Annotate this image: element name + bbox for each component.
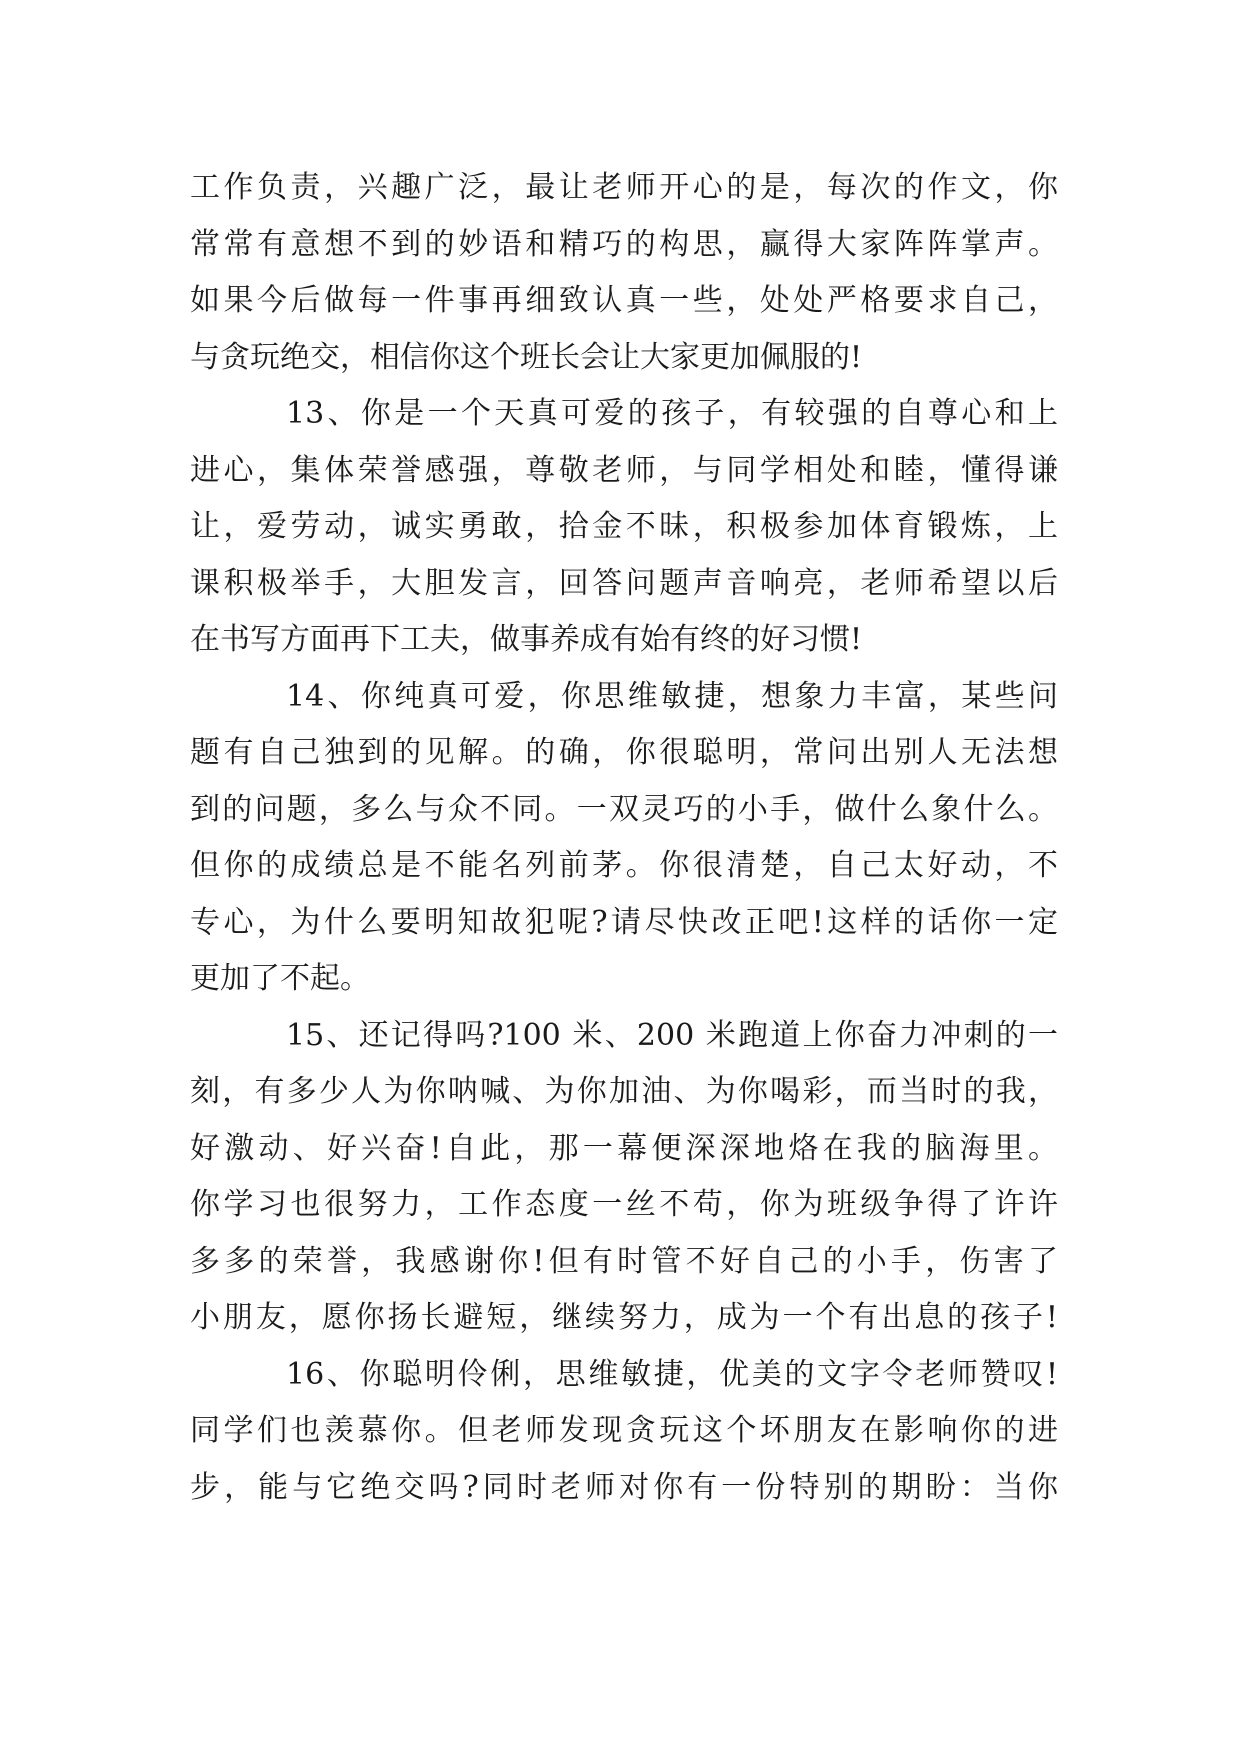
paragraph-start-14: 14、你纯真可爱，你思维敏捷，想象力丰富，某些问: [286, 678, 1058, 714]
text-line: 步，能与它绝交吗?同时老师对你有一份特别的期盼：当你: [190, 1469, 1058, 1505]
text-line: 课积极举手，大胆发言，回答问题声音响亮，老师希望以后: [190, 565, 1058, 601]
text-line: 与贪玩绝交，相信你这个班长会让大家更加佩服的!: [190, 339, 863, 375]
text-line: 小朋友，愿你扬长避短，继续努力，成为一个有出息的孩子!: [190, 1300, 1058, 1335]
text-line: 进心，集体荣誉感强，尊敬老师，与同学相处和睦，懂得谦: [190, 452, 1058, 488]
text-line: 好激动、好兴奋!自此，那一幕便深深地烙在我的脑海里。: [190, 1130, 1058, 1166]
text-line: 题有自己独到的见解。的确，你很聪明，常问出别人无法想: [190, 735, 1058, 770]
text-line: 专心，为什么要明知故犯呢?请尽快改正吧!这样的话你一定: [190, 904, 1058, 940]
text-line: 工作负责，兴趣广泛，最让老师开心的是，每次的作文，你: [190, 170, 1058, 205]
text-line: 让，爱劳动，诚实勇敢，拾金不昧，积极参加体育锻炼，上: [190, 509, 1058, 544]
text-line: 你学习也很努力，工作态度一丝不苟，你为班级争得了许许: [190, 1187, 1058, 1222]
text-line: 但你的成绩总是不能名列前茅。你很清楚，自己太好动，不: [190, 848, 1058, 883]
text-line: 刻，有多少人为你呐喊、为你加油、为你喝彩，而当时的我，: [190, 1074, 1058, 1109]
text-line: 如果今后做每一件事再细致认真一些，处处严格要求自己，: [190, 283, 1058, 318]
text-line: 多多的荣誉，我感谢你!但有时管不好自己的小手，伤害了: [190, 1243, 1058, 1279]
text-line: 到的问题，多么与众不同。一双灵巧的小手，做什么象什么。: [190, 791, 1058, 827]
paragraph-start-16: 16、你聪明伶俐，思维敏捷，优美的文字令老师赞叹!: [286, 1356, 1058, 1392]
document-body: [190, 160, 1058, 1516]
text-line: 更加了不起。: [190, 961, 370, 996]
text-line: 常常有意想不到的妙语和精巧的构思，赢得大家阵阵掌声。: [190, 226, 1058, 262]
text-line: 在书写方面再下工夫，做事养成有始有终的好习惯!: [190, 622, 863, 657]
paragraph-start-15: 15、还记得吗?100 米、200 米跑道上你奋力冲刺的一: [286, 1017, 1058, 1053]
paragraph-start-13: 13、你是一个天真可爱的孩子，有较强的自尊心和上: [286, 396, 1058, 431]
text-line: 同学们也羡慕你。但老师发现贪玩这个坏朋友在影响你的进: [190, 1413, 1058, 1448]
